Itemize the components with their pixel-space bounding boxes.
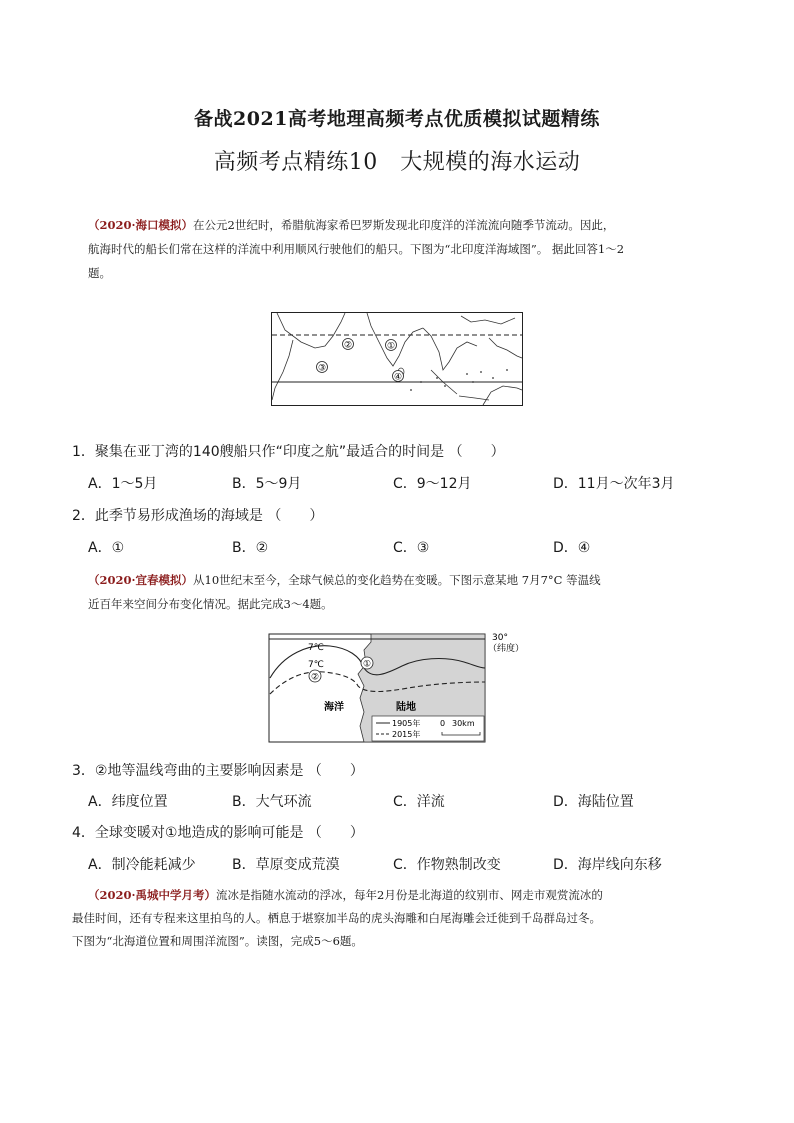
intro-text: 流冰是指随水流动的浮冰，每年2月份是北海道的纹别市、网走市观赏流冰的 [216,888,603,902]
isotherm-label-1905: 7℃ [308,643,324,653]
source-tag: （2020·宜春模拟） [88,573,194,587]
q2-option-c[interactable]: C．③ [393,540,430,556]
q2-option-d[interactable]: D．④ [553,540,591,556]
question-2-stem: 2．此季节易形成渔场的海域是 （ ） [72,508,324,524]
scale-value: 30km [452,719,475,728]
ocean-label: 海洋 [324,702,344,713]
document-title: 备战2021高考地理高频考点优质模拟试题精练 [194,108,600,130]
intro-text: 在公元2世纪时，希腊航海家希巴罗斯发现北印度洋的洋流流向随季节流动。因此， [193,218,615,232]
map-label-2: ② [343,340,353,351]
map-label-1: ① [386,341,396,352]
q4-option-c[interactable]: C．作物熟制改变 [393,857,501,873]
intro-line [88,568,710,592]
q3-option-a[interactable]: A．纬度位置 [88,794,168,810]
source-tag: （2020·海口模拟） [88,218,194,232]
q1-option-b[interactable]: B．5～9月 [232,476,302,492]
question-4-stem: 4．全球变暖对①地造成的影响可能是 （ ） [72,825,364,841]
q1-option-d[interactable]: D．11月～次年3月 [553,476,675,492]
figure-point-2-label: ② [310,672,320,683]
source-tag: （2020·禹城中学月考） [88,888,217,902]
intro-text: 从10世纪末至今，全球气候总的变化趋势在变暖。下图示意某地 7月7°C 等温线 [193,573,601,587]
land-label: 陆地 [396,702,416,713]
q3-option-d[interactable]: D．海陆位置 [553,794,634,810]
q4-option-d[interactable]: D．海岸线向东移 [553,857,662,873]
group1-intro [88,213,710,285]
intro-line: 近百年来空间分布变化情况。据此完成3～4题。 [88,597,333,611]
north-indian-ocean-map [271,312,523,406]
q2-option-b[interactable]: B．② [232,540,269,556]
intro-line: 下图为“北海道位置和周围洋流图”。读图，完成5～6题。 [72,934,363,948]
document-subtitle: 高频考点精练10 大规模的海水运动 [213,150,581,175]
isotherm-label-2015: 7℃ [308,660,324,670]
q1-option-c[interactable]: C．9～12月 [393,476,472,492]
intro-line [88,213,710,237]
intro-line: 最佳时间，还有专程来这里拍鸟的人。栖息于堪察加半岛的虎头海雕和白尾海雕会迁徙到千岛群岛过冬。 [72,911,601,925]
figure-point-1-label: ① [362,659,372,670]
map-label-3: ③ [317,363,327,374]
group2-intro [88,568,710,616]
map-label-4: ④ [393,372,403,383]
intro-line: 航海时代的船长们常在这样的洋流中利用顺风行驶他们的船只。下图为“北印度洋海域图”。 据此回答1～2 [88,242,625,256]
intro-line: 题。 [88,266,111,280]
legend-1905: 1905年 [392,719,421,728]
q1-option-a[interactable]: A．1～5月 [88,476,158,492]
legend-2015: 2015年 [392,730,421,739]
latitude-value: 30° [492,633,508,643]
q4-option-a[interactable]: A．制冷能耗减少 [88,857,196,873]
question-3-stem: 3．②地等温线弯曲的主要影响因素是 （ ） [72,763,364,779]
question-1-stem: 1．聚集在亚丁湾的140艘船只作“印度之航”最适合的时间是 （ ） [72,444,505,460]
q4-option-b[interactable]: B．草原变成荒漠 [232,857,340,873]
q3-option-c[interactable]: C．洋流 [393,794,445,810]
scale-zero: 0 [440,719,446,728]
isotherm-change-map [268,628,530,744]
q3-option-b[interactable]: B．大气环流 [232,794,312,810]
q2-option-a[interactable]: A．① [88,540,125,556]
intro-line [72,884,716,907]
latitude-unit: （纬度） [488,644,525,654]
group3-intro [72,884,716,953]
